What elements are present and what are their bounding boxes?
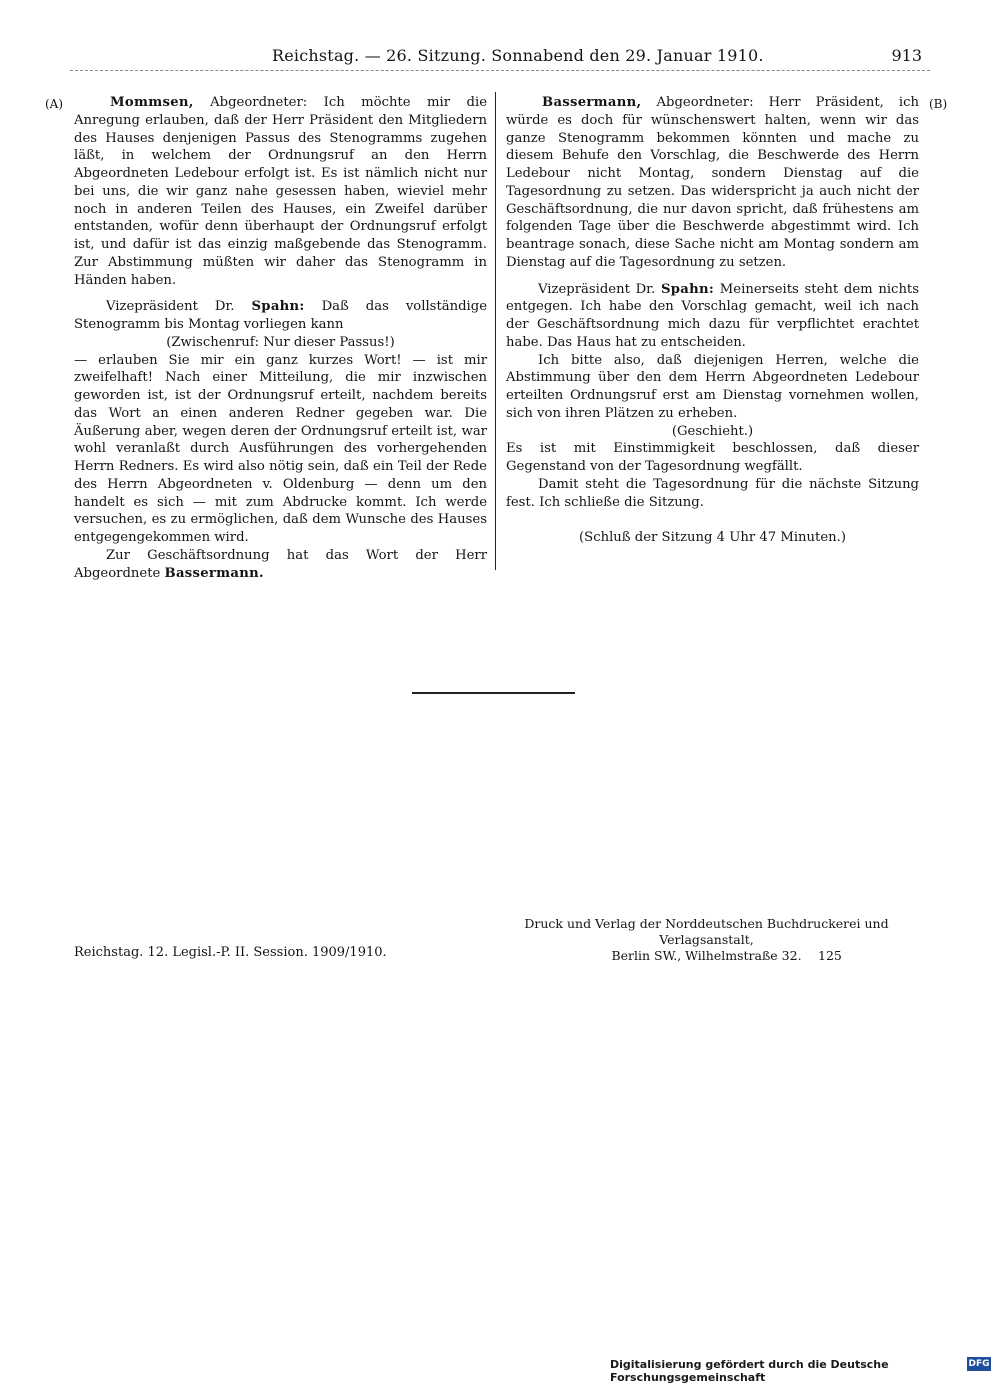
page-number: 913	[891, 46, 922, 65]
speaker-title: Vizepräsident Dr.	[538, 281, 661, 297]
dfg-logo-icon	[967, 1357, 991, 1371]
paragraph-resolution: Es ist mit Einstimmigkeit beschlossen, daß dieser Gegenstand von der Tagesordnung wegfällt.	[506, 441, 919, 474]
interjection: (Zwischenruf: Nur dieser Passus!)	[166, 334, 395, 350]
speaker-name: Spahn:	[251, 299, 305, 315]
header-divider	[70, 70, 930, 71]
margin-marker-right: (B)	[929, 97, 948, 111]
right-column	[506, 94, 919, 547]
paragraph-spahn	[74, 298, 487, 334]
dfg-logo-text: DFG	[968, 1359, 990, 1369]
printer-line-1: Druck und Verlag der Norddeutschen Buchdruckerei und Verlagsanstalt,	[524, 916, 889, 947]
digitization-notice: Digitalisierung gefördert durch die Deutsche Forschungsgemeinschaft	[610, 1358, 889, 1384]
volume-signature: Reichstag. 12. Legisl.-P. II. Session. 1909/1910.	[74, 945, 387, 960]
end-rule	[412, 692, 575, 694]
margin-marker-left: (A)	[45, 97, 64, 111]
page-header	[272, 46, 922, 68]
paragraph-continuation: — erlauben Sie mir ein ganz kurzes Wort! — ist mir zweifelhaft! Nach einer Mitteilung, die mir inzwischen geworden ist, ist der Ordnungsruf erteilt, nachdem bereits das Wort an einen anderen Redner gegeben war. Die Äußerung aber, wegen deren der Ordnungsruf erteilt ist, war wohl veranlaßt durch Ausführungen des vorhergehenden Herrn Redners. Es wird also nötig sein, daß ein Teil der Rede des Herrn Abgeordneten v. Oldenburg — denn um den handelt es sich — mit zum Abdrucke kommt. Ich werde versuchen, es zu ermöglichen, daß dem Wunsche des Hauses entgegengekommen wird.	[74, 352, 487, 545]
speaker-name: Mommsen,	[110, 95, 194, 110]
paragraph-spahn-reply	[506, 281, 919, 352]
paragraph-text: Daß das vollständige Stenogramm bis Montag vorliegen kann	[74, 299, 487, 332]
speaker-name: Spahn:	[660, 281, 715, 297]
column-divider	[495, 92, 496, 570]
stage-direction: (Geschieht.)	[671, 423, 754, 439]
paragraph-mommsen	[74, 94, 487, 289]
paragraph-text: Zur Geschäftsordnung hat das Wort der Herr Abgeordnete	[74, 547, 487, 581]
printer-imprint	[494, 916, 919, 964]
paragraph-text: Meinerseits steht dem nichts entgegen. Ich habe den Vorschlag gemacht, weil ich nach der Geschäftsordnung mich dazu für verpflichtet erachtet habe. Das Haus hat zu entscheiden.	[506, 281, 920, 350]
header-title: Reichstag. — 26. Sitzung. Sonnabend den 29. Januar 1910.	[272, 46, 764, 65]
speaker-name: Bassermann,	[542, 95, 642, 110]
paragraph-text: Abgeordneter: Ich möchte mir die Anregung erlauben, daß der Herr Präsident den Mitgliedern des Hauses denjenigen Passus des Stenogramms zugehen läßt, in welchem der Ordnungsruf an den Herrn Abgeordneten Ledebour erfolgt ist. Es ist nämlich nicht nur bei uns, die wir ganz nahe gesessen haben, wieviel mehr noch in anderen Teilen des Hauses, ein Zweifel darüber entstanden, wofür denn überhaupt der Ordnungsruf erfolgt ist, und dafür ist das einzig maßgebende das Stenogramm. Zur Abstimmung müßten wir daher das Stenogramm in Händen haben.	[74, 95, 487, 288]
paragraph-bassermann	[506, 94, 919, 272]
printer-line-2: Berlin SW., Wilhelmstraße 32.	[611, 948, 802, 963]
paragraph-vote-request: Ich bitte also, daß diejenigen Herren, welche die Abstimmung über den dem Herrn Abgeordneten Ledebour erteilten Ordnungsruf erst am Dienstag vornehmen wollen, sich von ihren Plätzen zu erheben.	[506, 352, 919, 421]
session-closing: (Schluß der Sitzung 4 Uhr 47 Minuten.)	[579, 530, 846, 546]
left-column	[74, 94, 487, 582]
paragraph-closing-remark: Damit steht die Tagesordnung für die nächste Sitzung fest. Ich schließe die Sitzung.	[506, 476, 919, 510]
paragraph-agenda	[74, 547, 487, 583]
speaker-title: Vizepräsident Dr.	[106, 299, 252, 315]
paragraph-text: Abgeordneter: Herr Präsident, ich würde es doch für wünschenswert halten, wenn wir das ganze Stenogramm bekommen könnten und mache zu diesem Behufe den Vorschlag, die Beschwerde des Herrn Ledebour nicht Montag, sondern Dienstag auf die Tagesordnung zu setzen. Das widerspricht ja auch nicht der Geschäftsordnung, die nur davon spricht, daß frühestens am folgenden Tage über die Beschwerde abgestimmt wird. Ich beantrage sonach, diese Sache nicht am Montag sondern am Dienstag auf die Tagesordnung zu setzen.	[506, 95, 919, 270]
sheet-number: 125	[818, 948, 842, 963]
speaker-name: Bassermann.	[164, 565, 264, 581]
